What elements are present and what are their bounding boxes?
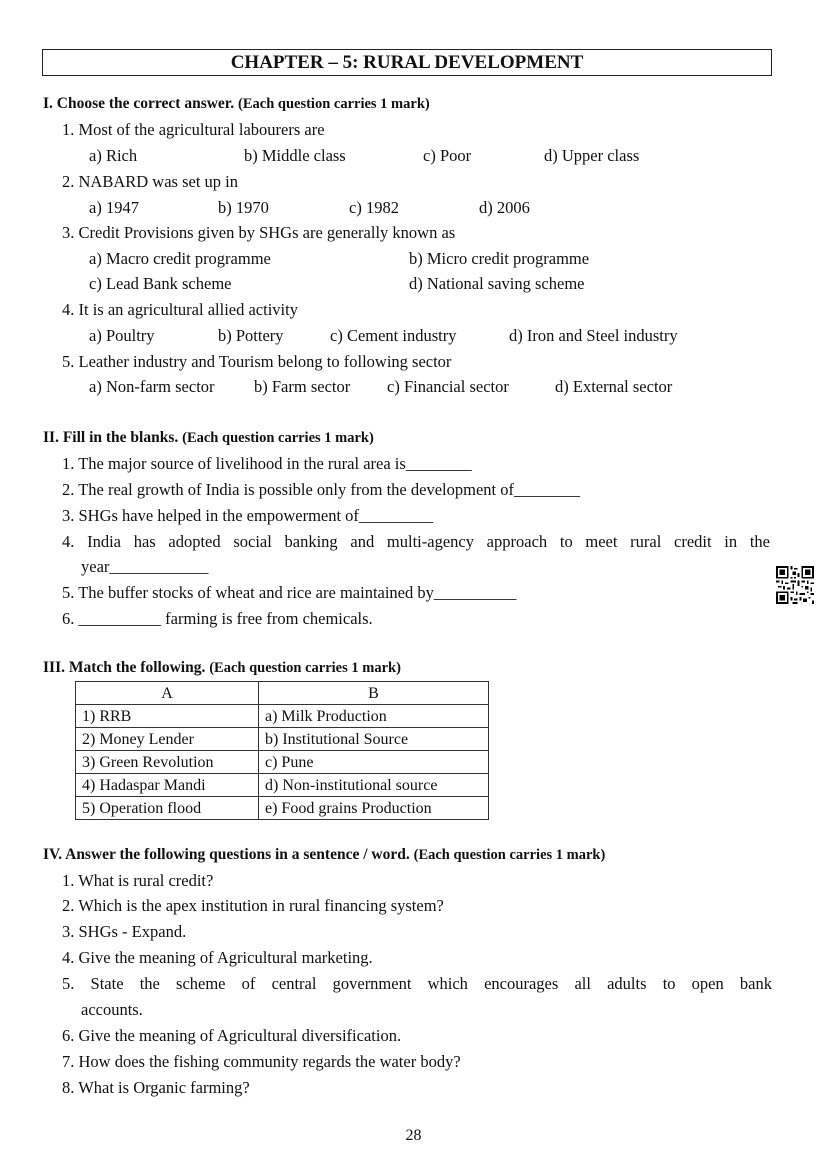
table-cell: 3) Green Revolution [76,751,259,774]
option: c) Financial sector [387,377,509,396]
blank-item: 3. SHGs have helped in the empowerment of_________ [62,506,434,525]
option: c) Poor [423,146,472,165]
option: a) Non-farm sector [89,377,215,396]
option: c) Cement industry [330,326,457,345]
blank-item: 1. The major source of livelihood in the rural area is________ [62,454,472,473]
table-cell: 4) Hadaspar Mandi [76,774,259,797]
option: b) 1970 [218,198,269,217]
question: 4. It is an agricultural allied activity [62,300,298,319]
option: a) 1947 [89,198,139,217]
option: d) 2006 [479,198,530,217]
option: d) National saving scheme [409,274,585,293]
table-row [76,751,489,774]
table-row [76,774,489,797]
option: b) Pottery [218,326,284,345]
option: a) Poultry [89,326,155,345]
table-header-row [76,682,489,705]
table-row [76,705,489,728]
blank-item: 6. __________ farming is free from chemicals. [62,609,373,628]
section-1-heading [43,95,430,113]
section-3-note: (Each question carries 1 mark) [209,660,401,676]
short-question: 8. What is Organic farming? [62,1078,250,1097]
section-4-heading [43,846,605,864]
option: d) Iron and Steel industry [509,326,678,345]
column-a-header: A [76,682,259,705]
table-cell: 5) Operation flood [76,797,259,820]
short-question: 7. How does the fishing community regards the water body? [62,1052,461,1071]
section-2-title: II. Fill in the blanks. [43,429,179,446]
option: d) External sector [555,377,673,396]
option: d) Upper class [544,146,640,165]
section-2-heading [43,429,374,447]
qr-code-icon [776,566,814,604]
section-3-title: III. Match the following. [43,659,206,676]
table-row [76,797,489,820]
blank-item: 5. The buffer stocks of wheat and rice are maintained by__________ [62,583,517,602]
option: b) Middle class [244,146,346,165]
question: 3. Credit Provisions given by SHGs are generally known as [62,223,456,242]
section-4-title: IV. Answer the following questions in a sentence / word. [43,846,410,863]
table-cell: 1) RRB [76,705,259,728]
short-question: 3. SHGs - Expand. [62,922,187,941]
match-table [75,681,489,820]
table-cell: a) Milk Production [259,705,489,728]
section-3-heading [43,659,401,677]
table-cell: e) Food grains Production [259,797,489,820]
short-question: 4. Give the meaning of Agricultural marketing. [62,948,373,967]
page-number: 28 [405,1127,422,1144]
option: b) Farm sector [254,377,351,396]
table-cell: b) Institutional Source [259,728,489,751]
section-1-title: I. Choose the correct answer. [43,95,235,112]
blank-item: 2. The real growth of India is possible only from the development of________ [62,480,580,499]
short-question: 2. Which is the apex institution in rural financing system? [62,896,444,915]
chapter-title: CHAPTER – 5: RURAL DEVELOPMENT [42,49,772,76]
question: 1. Most of the agricultural labourers are [62,120,325,139]
option: b) Micro credit programme [409,249,590,268]
column-b-header: B [259,682,489,705]
blank-item-continued: year____________ [81,557,209,576]
table-cell: d) Non-institutional source [259,774,489,797]
short-question: 1. What is rural credit? [62,871,214,890]
short-question: 5. State the scheme of central government which encourages all adults to open bank [62,974,772,993]
short-question-continued: accounts. [81,1000,143,1019]
question: 2. NABARD was set up in [62,172,238,191]
section-1-note: (Each question carries 1 mark) [238,96,430,112]
table-cell: 2) Money Lender [76,728,259,751]
option: a) Macro credit programme [89,249,271,268]
blank-item: 4. India has adopted social banking and multi-agency approach to meet rural credit in the [62,532,770,551]
section-2-note: (Each question carries 1 mark) [182,430,374,446]
question: 5. Leather industry and Tourism belong to following sector [62,352,452,371]
section-4-note: (Each question carries 1 mark) [413,847,606,863]
option: c) 1982 [349,198,399,217]
option: c) Lead Bank scheme [89,274,232,293]
short-question: 6. Give the meaning of Agricultural diversification. [62,1026,402,1045]
table-row [76,728,489,751]
option: a) Rich [89,146,138,165]
table-cell: c) Pune [259,751,489,774]
